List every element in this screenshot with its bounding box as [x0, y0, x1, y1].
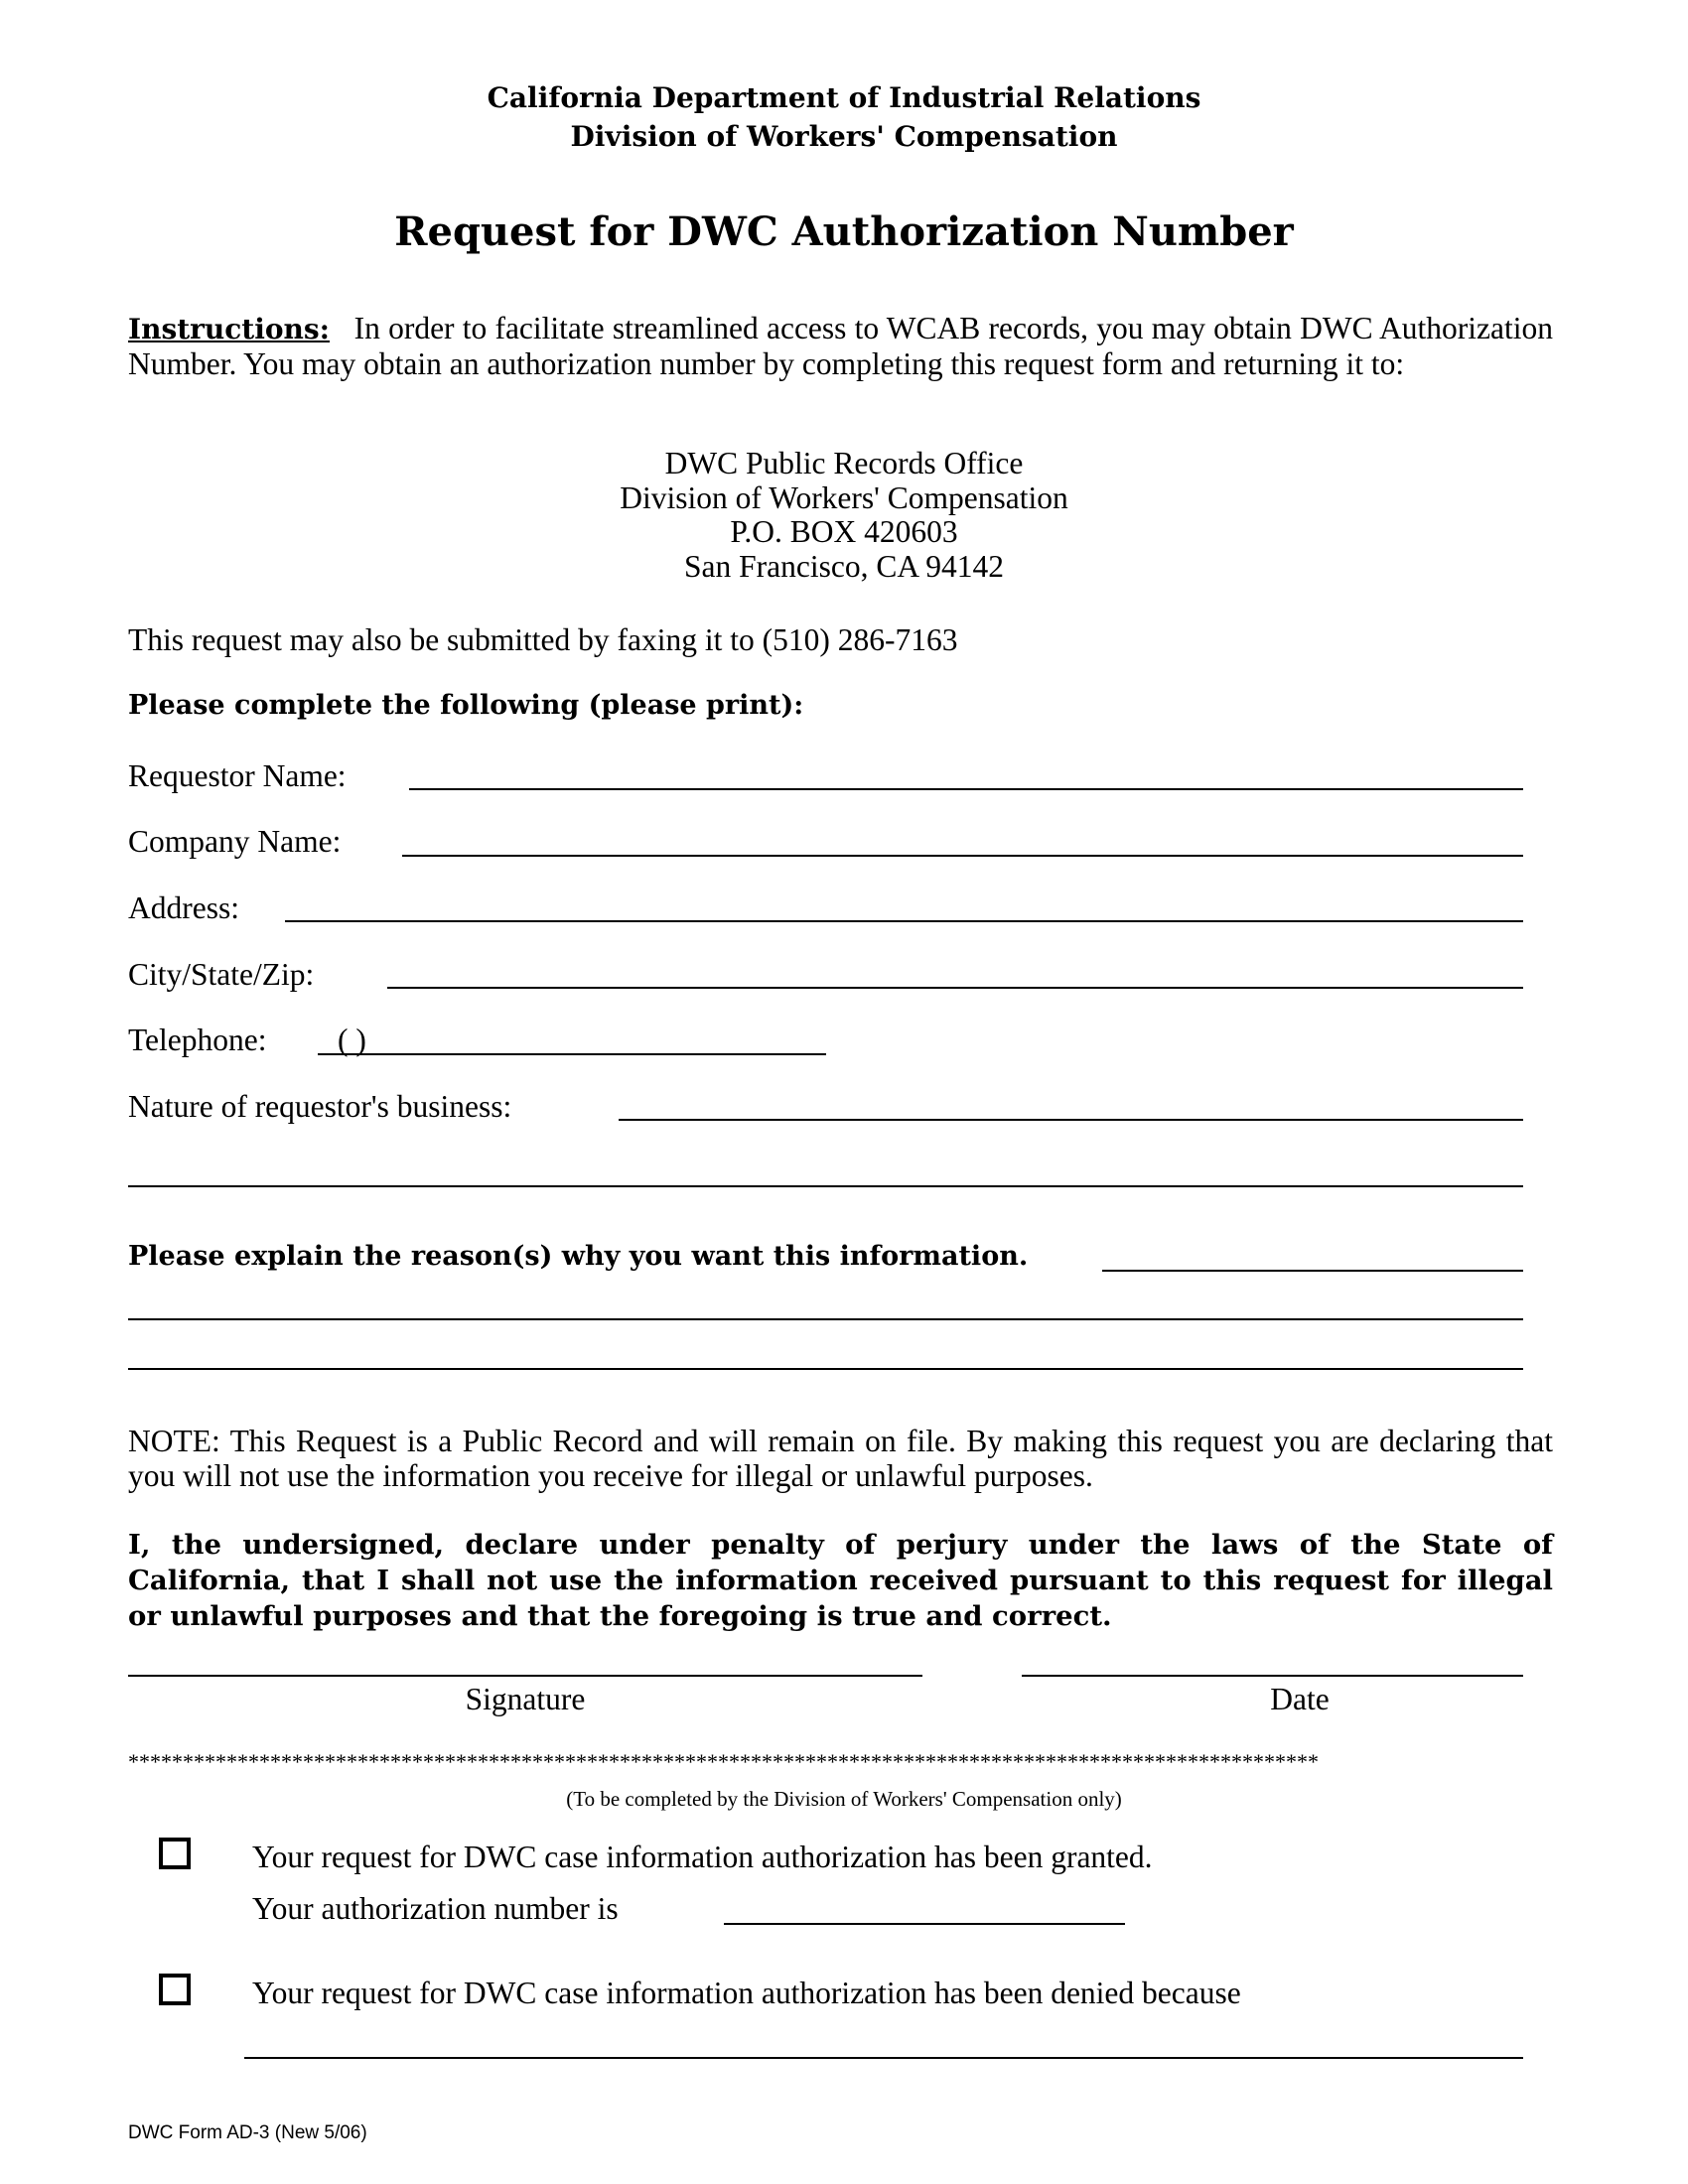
reason-label: Please explain the reason(s) why you want this information.: [128, 1241, 1029, 1272]
city-state-zip-label: City/State/Zip:: [128, 957, 315, 992]
date-field[interactable]: [1022, 1675, 1523, 1677]
company-name-label: Company Name:: [128, 824, 342, 859]
fax-note: This request may also be submitted by faxing it to (510) 286-7163: [128, 622, 958, 657]
form-heading: Please complete the following (please print):: [128, 690, 804, 721]
company-name-field[interactable]: [402, 855, 1523, 857]
reason-field[interactable]: [1102, 1270, 1523, 1272]
address-line-3: P.O. BOX 420603: [730, 514, 958, 549]
denied-reason-field[interactable]: [244, 2057, 1523, 2059]
signature-field[interactable]: [128, 1675, 922, 1677]
address-line-4: San Francisco, CA 94142: [684, 549, 1004, 584]
telephone-label: Telephone:: [128, 1023, 267, 1057]
perjury-declaration: I, the undersigned, declare under penalty of perjury under the laws of the State of California, that I shall not use the information received pursuant to this request for illegal or unlawful purposes and that the foregoing is true and correct.: [128, 1529, 1553, 1632]
instructions-paragraph: [128, 311, 1553, 381]
denied-text: Your request for DWC case information authorization has been denied because: [252, 1976, 1241, 2010]
address-line-1: DWC Public Records Office: [664, 446, 1024, 480]
address-line-2: Division of Workers' Compensation: [620, 480, 1068, 515]
public-record-note: NOTE: This Request is a Public Record and will remain on file. By making this request you are declaring that you will not use the information you receive for illegal or unlawful purposes.: [128, 1424, 1553, 1493]
form-title: Request for DWC Authorization Number: [394, 208, 1294, 255]
date-label: Date: [1270, 1682, 1330, 1716]
business-field[interactable]: [619, 1119, 1523, 1121]
business-label: Nature of requestor's business:: [128, 1089, 512, 1124]
instructions-text: In order to facilitate streamlined access to WCAB records, you may obtain DWC Authorization Number. You may obtain an authorization number by completing this request form and returning it to:: [128, 311, 1554, 381]
auth-number-label: Your authorization number is: [252, 1891, 619, 1926]
separator: *************************************************************************************************************: [128, 1749, 1319, 1774]
requestor-name-label: Requestor Name:: [128, 758, 347, 793]
denied-checkbox[interactable]: [159, 1974, 191, 2005]
address-field[interactable]: [285, 920, 1523, 922]
telephone-area-code: ( ): [338, 1023, 366, 1057]
city-state-zip-field[interactable]: [387, 987, 1523, 989]
office-use-note: (To be completed by the Division of Workers' Compensation only): [566, 1787, 1122, 1811]
reason-field-line-3[interactable]: [128, 1368, 1523, 1370]
instructions-label: Instructions:: [128, 313, 331, 345]
auth-number-field[interactable]: [724, 1923, 1125, 1925]
business-field-continued[interactable]: [128, 1185, 1523, 1187]
granted-checkbox[interactable]: [159, 1838, 191, 1869]
reason-field-line-2[interactable]: [128, 1318, 1523, 1320]
granted-text: Your request for DWC case information authorization has been granted.: [252, 1840, 1153, 1874]
division-name: Division of Workers' Compensation: [570, 120, 1118, 153]
telephone-field[interactable]: [318, 1053, 826, 1055]
form-number: DWC Form AD-3 (New 5/06): [128, 2122, 367, 2143]
agency-name: California Department of Industrial Relations: [487, 81, 1201, 114]
signature-label: Signature: [465, 1682, 586, 1716]
address-label: Address:: [128, 890, 239, 925]
requestor-name-field[interactable]: [409, 788, 1523, 790]
